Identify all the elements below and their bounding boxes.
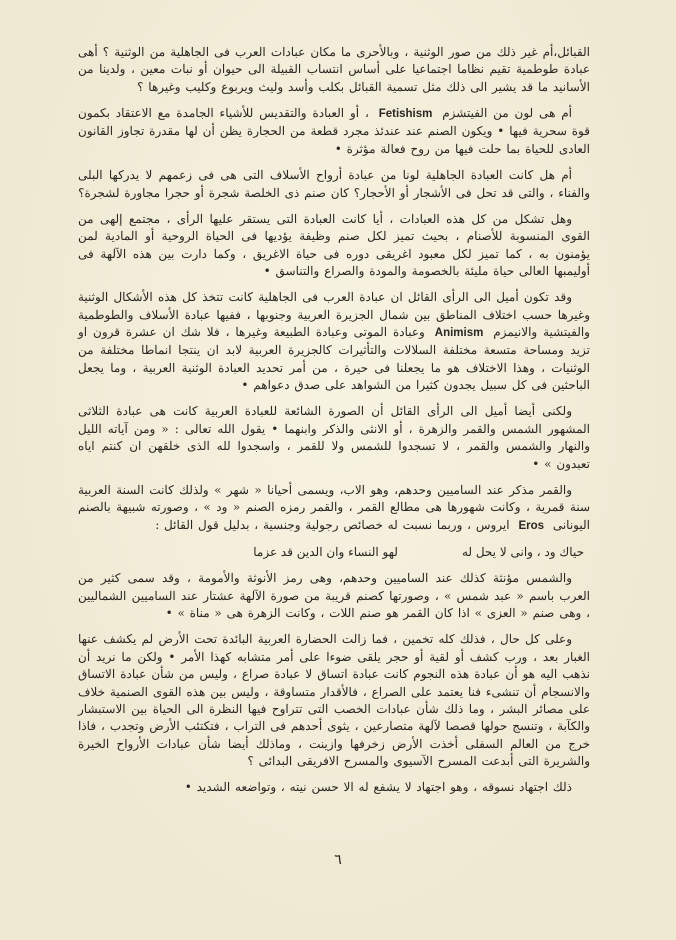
paragraph-7-text-end: ايروس ، وربما نسبت له خصائص رجولية وجنسية ، بدليل قول القائل : xyxy=(155,517,510,532)
paragraph-8 xyxy=(78,570,590,622)
poetry-verse xyxy=(78,544,590,561)
latin-term-fetishism: Fetishism xyxy=(378,108,433,121)
paragraph-5-text-start: وقد تكون أميل الى الرأى القائل ان عبادة العرب فى الجاهلية كانت تتخذ كل هذه الأشكال الوثنية وغيرها حسب اختلاف المناطق بين شمال الجزيرة العربية وجنوبها ، ففيها عبادة الأسلاف والطوطمية والفيتشية والانيمزم xyxy=(78,290,590,340)
page-number: ٦ xyxy=(334,852,342,868)
paragraph-7-text-start: والقمر مذكر عند الساميين وحدهم، وهو الاب، ويسمى أحيانا « شهر » ولذلك كانت السنة العربية سنة قمرية ، وكانت شهورها هى مطالع القمر ، والقمر رمزه الصنم « ود » ، وصورته شبيهة بالصنم اليونانى xyxy=(78,482,590,532)
paragraph-8-text: والشمس مؤنثة كذلك عند الساميين وحدهم، وهى رمز الأنوثة والأمومة ، وقد سمى كثير من العرب باسم « عبد شمس » ، وصورتها كصنم قريبة من صورة الآلهة عشتار عند الساميين الشماليين ، وهى صنم « العزى » اذا كان القمر هو صنم اللات ، وكانت الزهرة هى « مناة » • xyxy=(78,571,590,621)
latin-term-eros: Eros xyxy=(518,519,545,532)
latin-term-animism: Animism xyxy=(434,327,484,340)
paragraph-1-text: القبائل،أم غير ذلك من صور الوثنية ، وبالأحرى ما مكان عبادات العرب فى الجاهلية من الوثنية ؟ أهى عبادة طوطمية تقيم نظاما اجتماعيا على أساس انتساب القبيلة الى حيوان أو نبات معين ، ولدينا من الأسانيد ما قد يشير الى ذلك مثل تسمية القبائل بكلب وأسد وليث ويربوع وكليب وغيرها ؟ xyxy=(78,45,590,94)
paragraph-10-text: ذلك اجتهاد نسوقه ، وهو اجتهاد لا يشفع له الا حسن نيته ، وتواضعه الشديد • xyxy=(184,780,572,795)
paragraph-2-text-start: أم هى لون من الفيتشزم xyxy=(442,106,572,121)
paragraph-1 xyxy=(78,44,590,96)
paragraph-6-text: ولكنى أيضا أميل الى الرأى القائل أن الصورة الشائعة للعبادة العربية كانت هى عبادة الثلاثى المشهور الشمس والقمر والزهرة ، أو الانثى والذكر وابنهما • يقول الله تعالى : « ومن آياته الليل والنهار والشمس والقمر ، لا تسجدوا للشمس ولا للقمر ، واسجدوا لله الذى خلقهن ان كنتم اياه تعبدون » • xyxy=(78,404,591,471)
paragraph-6 xyxy=(78,403,590,472)
paragraph-4-text: وهل تشكل من كل هذه العبادات ، أيا كانت العبادة التى يستقر عليها الرأى ، مجتمع إلهى من القوى المنسوبة للأصنام ، بحيث تميز لكل صنم وظيفة يؤديها فى الحياة الروحية أو المادية لمن يؤمنون به ، كما تميز لكل معبود اغريقى دوره فى حياة الاغريق ، وكما دارت بين هذه الآلهة فى أوليمبها العالى حياة مليئة بالخصومة والمودة والصراع والتناسق • xyxy=(78,211,590,278)
paragraph-7 xyxy=(78,482,590,535)
paragraph-3 xyxy=(78,167,590,202)
paragraph-2-text-end: ، أو العبادة والتقديس للأشياء الجامدة مع الاعتقاد بكمون قوة سحرية فيها • ويكون الصنم عند عندئذ مجرد قطعة من الحجارة يظن أن لها مقدرة تجاوز القانون العادى للحياة بما حلت فيها من روح فعالة مؤثرة • xyxy=(78,106,590,156)
paragraph-4 xyxy=(78,211,590,280)
paragraph-9 xyxy=(78,631,590,770)
paragraph-9-text: وعلى كل حال ، فذلك كله تخمين ، فما زالت الحضارة العربية البائدة تحت الأرض لم يكشف عنها الغبار بعد ، ورب كشف أو لقية أو حجر يلقى ضوءا على أمر متشابه كهذا الأمر • ولكن ما نريد أن نذهب اليه هو أن عبادة هذه النجوم كانت عبادة اتساق لا عبادة صراع ، وليس من شأن عبادة الاتساق والانسجام أن تنشىء فنا يعتمد على الصراع ، فالأقدار متساوقة ، وليس بين هذه القوى الصنمية خلاف على مصائر البشر ، وما ذلك شأن عبادات الخصب التى تتراوح فيها النظرة الى الحياة بين الاستبشار والكآبة ، وتنسج حولها قصصا لآلهة متصارعين ، يثوى أحدهم فى التراب ، فتكتئب الأرض وتجدب ، فاذا خرج من العالم السفلى أخذت الأرض زخرفها وازينت ، وماذلك أيضا شأن عبادات الأرواح الخيرة والشريرة التى أبدعت المسرح الآسيوى والمسرح الافريقى البدائى ؟ xyxy=(78,632,590,768)
paragraph-3-text: أم هل كانت العبادة الجاهلية لونا من عبادة أرواح الأسلاف التى هى فى زعمهم لا يدركها البلى والفناء ، والتى قد تحل فى الأشجار أو الأحجار؟ كان صنم ذى الخلصة شجرة أو حجرا مجاورة لشجرة؟ xyxy=(78,168,590,200)
verse-first-hemistich: حياك ود ، وانى لا يحل له xyxy=(461,544,584,559)
verse-second-hemistich: لهو النساء وان الدين قد عزما xyxy=(253,544,398,559)
paragraph-5-text-end: وعبادة الموتى وعبادة الطبيعة وغيرها ، فلا شك ان عشرة قرون او تزيد ومساحة متسعة مختلفة السلالات والتأثيرات كالجزيرة العربية لابد ان ينتجا انماطا مختلفة من الوثنيات ، وهذا الاختلاف هو ما يجعلنا فى حيرة ، من أمر تحديد العبادة الوثنية العربية ، وما يجعل الباحثين فى كل سبيل يجدون كثيرا من الشواهد على صدق دعواهم • xyxy=(78,325,590,393)
paragraph-5 xyxy=(78,289,590,394)
paragraph-2 xyxy=(78,105,590,158)
body-text xyxy=(78,44,590,806)
paragraph-10 xyxy=(78,779,590,796)
